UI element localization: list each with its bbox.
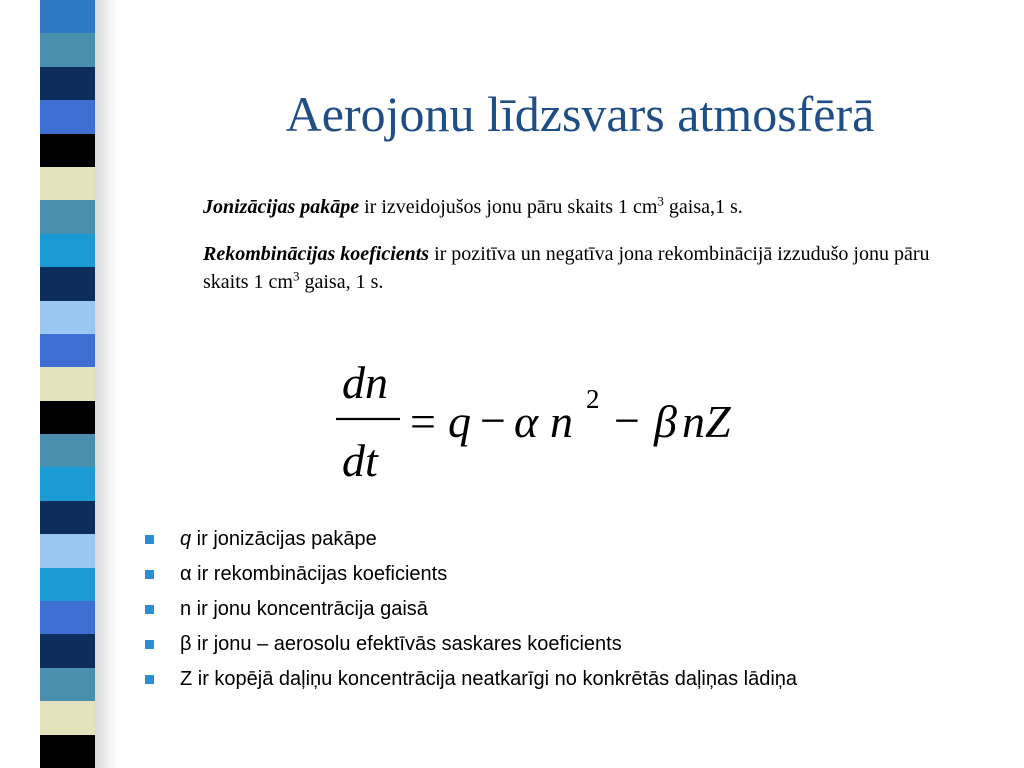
formula-n: n [550,396,573,447]
stripe-block [40,668,98,702]
stripe-block [40,401,98,435]
stripe-block [40,234,98,268]
formula-minus: − [614,395,640,446]
term-ionization: Jonizācijas pakāpe [203,196,360,218]
superscript-3: 3 [657,193,664,209]
stripe-block [40,267,98,301]
bullet-text: β ir jonu – aerosolu efektīvās saskares koeficients [180,633,622,655]
list-item [143,523,797,558]
stripe-block [40,501,98,535]
stripe-block [40,634,98,668]
stripe-block [40,367,98,401]
rate-equation [330,358,770,498]
stripe-block [40,568,98,602]
slide-title: Aerojonu līdzsvars atmosfērā [285,86,875,142]
list-item [143,593,797,628]
stripe-block [40,167,98,201]
bullet-text: ir jonizācijas pakāpe [191,528,377,550]
definition-text-a: ir izveidojušos jonu pāru skaits 1 cm [359,196,658,218]
superscript-3: 3 [293,268,300,284]
decorative-stripe [40,0,98,768]
bullet-square-icon [145,570,154,579]
bullet-square-icon [145,605,154,614]
formula-numerator: dn [342,358,388,408]
bullet-symbol: q [180,528,192,550]
stripe-block [40,134,98,168]
formula-equals: = [410,396,436,447]
definition-recombination [203,240,963,296]
stripe-block [40,601,98,635]
stripe-block [40,200,98,234]
bullet-text: n ir jonu koncentrācija gaisā [180,598,428,620]
bullet-text: Z ir kopējā daļiņu koncentrācija neatkarīgi no konkrētās daļiņas lādiņa [180,668,798,690]
definition-ionization [203,193,963,221]
stripe-block [40,334,98,368]
list-item [143,663,797,698]
stripe-shadow [95,0,117,768]
symbol-legend-list [143,523,797,698]
slide-edge [0,0,40,768]
list-item [143,628,797,663]
stripe-block [40,100,98,134]
formula-alpha: α [514,396,539,447]
formula-q: q [448,396,471,447]
list-item [143,558,797,593]
stripe-block [40,735,98,768]
stripe-block [40,701,98,735]
bullet-square-icon [145,640,154,649]
definition-text-b: gaisa,1 s. [663,196,743,218]
formula-minus: − [480,395,506,446]
stripe-block [40,0,98,34]
formula-beta: β [654,396,677,447]
stripe-block [40,301,98,335]
stripe-block [40,467,98,501]
term-recombination: Rekombinācijas koeficients [203,243,430,265]
definition-text-b: gaisa, 1 s. [299,271,384,293]
bullet-text: α ir rekombinācijas koeficients [180,563,448,585]
formula-denominator: dt [342,435,378,486]
bullet-square-icon [145,675,154,684]
bullet-square-icon [145,535,154,544]
stripe-block [40,434,98,468]
stripe-block [40,534,98,568]
stripe-block [40,33,98,67]
formula-exponent: 2 [586,384,600,414]
stripe-block [40,67,98,101]
definition-text-a: ir pozitīva un negatīva jona rekombinācijā izzudušo jonu pāru skaits 1 cm [203,243,930,293]
formula-nz: nZ [682,396,731,447]
